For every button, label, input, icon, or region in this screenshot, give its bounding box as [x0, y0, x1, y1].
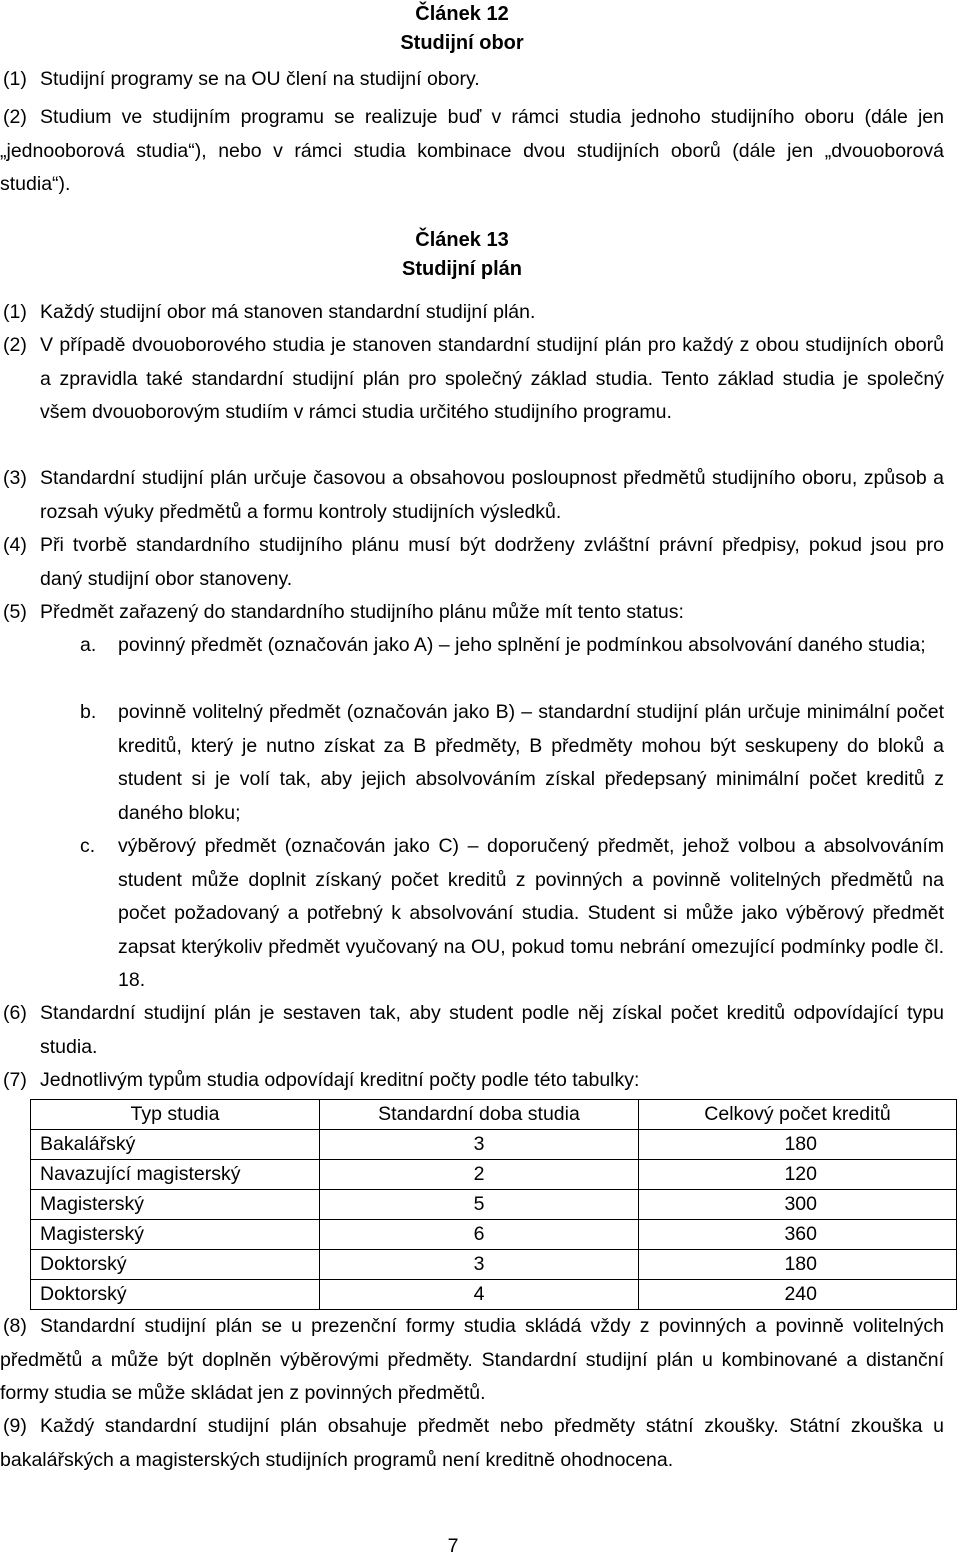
article-12-paragraph-2: [0, 101, 944, 202]
paragraph-number: (8): [3, 1315, 27, 1337]
table-cell: 180: [639, 1250, 957, 1280]
paragraph-number: (7): [3, 1069, 27, 1091]
paragraph-number: (2): [3, 334, 27, 356]
table-cell: 360: [639, 1220, 957, 1250]
article-13-paragraph-8: [0, 1310, 944, 1411]
status-item-b: [0, 696, 944, 830]
paragraph-text: Každý studijní obor má stanoven standardní studijní plán.: [40, 301, 536, 323]
article-13-paragraph-3: [0, 462, 944, 529]
column-header: Typ studia: [31, 1100, 320, 1130]
status-item-label: c.: [80, 835, 96, 857]
table-cell: 6: [320, 1220, 639, 1250]
article-13-paragraph-4: [0, 529, 944, 596]
paragraph-text: Studium ve studijním programu se realizuje buď v rámci studia jednoho studijního oboru (dále jen „jednooborová studia“), nebo v rámci studia kombinace dvou studijních oborů (dále jen „dvouoborová studia“).: [0, 106, 944, 195]
table-row: [31, 1250, 957, 1280]
article-12-subtitle: Studijní obor: [400, 32, 524, 54]
article-13-paragraph-9: [0, 1410, 944, 1477]
paragraph-text: V případě dvouoborového studia je stanoven standardní studijní plán pro každý z obou studijních oborů a zpravidla také standardní studijní plán pro společný základ studia. Tento základ studia je společný všem dvouoborovým studiím v rámci studia určitého studijního programu.: [40, 334, 944, 423]
table-cell: 3: [320, 1130, 639, 1160]
article-13-subtitle: Studijní plán: [402, 258, 522, 280]
paragraph-text: Standardní studijní plán určuje časovou a obsahovou posloupnost předmětů studijního oboru, způsob a rozsah výuky předmětů a formu kontroly studijních výsledků.: [40, 467, 944, 523]
paragraph-number: (9): [3, 1415, 27, 1437]
paragraph-text: Standardní studijní plán se u prezenční formy studia skládá vždy z povinných a povinně volitelných předmětů a může být doplněn výběrovými předměty. Standardní studijní plán u kombinované a distanční formy studia se může skládat jen z povinných předmětů.: [0, 1315, 944, 1404]
paragraph-number: (6): [3, 1002, 27, 1024]
table-header-row: [31, 1100, 957, 1130]
paragraph-number: (1): [3, 301, 27, 323]
status-item-text: povinný předmět (označován jako A) – jeho splnění je podmínkou absolvování daného studia;: [118, 634, 926, 656]
table-row: [31, 1280, 957, 1310]
paragraph-text: Studijní programy se na OU člení na studijní obory.: [40, 68, 480, 90]
article-13-paragraph-1: [0, 296, 944, 330]
table-cell: Bakalářský: [31, 1130, 320, 1160]
status-item-text: výběrový předmět (označován jako C) – doporučený předmět, jehož volbou a absolvováním student může doplnit získaný počet kreditů z povinných a povinně volitelných předmětů na počet požadovaný a potřebný k absolvování studia. Student si může jako výběrový předmět zapsat kterýkoliv předmět vyučovaný na OU, pokud tomu nebrání omezující podmínky podle čl. 18.: [118, 835, 944, 991]
table-cell: 120: [639, 1160, 957, 1190]
article-12-paragraph-1: [0, 63, 944, 97]
table-cell: 180: [639, 1130, 957, 1160]
table-cell: Navazující magisterský: [31, 1160, 320, 1190]
table-cell: 2: [320, 1160, 639, 1190]
paragraph-number: (3): [3, 467, 27, 489]
table-cell: 4: [320, 1280, 639, 1310]
paragraph-text: Každý standardní studijní plán obsahuje předmět nebo předměty státní zkoušky. Státní zkouška u bakalářských a magisterských studijních programů není kreditně ohodnocena.: [0, 1415, 944, 1471]
table-cell: 5: [320, 1190, 639, 1220]
paragraph-text: Jednotlivým typům studia odpovídají kreditní počty podle této tabulky:: [40, 1069, 640, 1091]
article-13-paragraph-6: [0, 997, 944, 1064]
paragraph-text: Při tvorbě standardního studijního plánu musí být dodrženy zvláštní právní předpisy, pokud jsou pro daný studijní obor stanoveny.: [40, 534, 944, 590]
table-row: [31, 1160, 957, 1190]
paragraph-text: Standardní studijní plán je sestaven tak, aby student podle něj získal počet kreditů odpovídající typu studia.: [40, 1002, 944, 1058]
column-header: Celkový počet kreditů: [639, 1100, 957, 1130]
paragraph-number: (5): [3, 601, 27, 623]
paragraph-number: (4): [3, 534, 27, 556]
table-cell: 3: [320, 1250, 639, 1280]
paragraph-text: Předmět zařazený do standardního studijního plánu může mít tento status:: [40, 601, 684, 623]
table-cell: 300: [639, 1190, 957, 1220]
status-item-label: a.: [80, 634, 97, 656]
article-13-heading: [0, 226, 924, 284]
status-item-a: [0, 629, 944, 663]
article-13-title: Článek 13: [415, 229, 509, 251]
article-13-paragraph-5: [0, 596, 944, 630]
table-row: [31, 1190, 957, 1220]
article-13-paragraph-2: [0, 329, 944, 430]
table-row: [31, 1130, 957, 1160]
table-cell: 240: [639, 1280, 957, 1310]
table-cell: Doktorský: [31, 1250, 320, 1280]
table-cell: Magisterský: [31, 1220, 320, 1250]
credits-table: [30, 1099, 957, 1310]
table-cell: Magisterský: [31, 1190, 320, 1220]
status-item-text: povinně volitelný předmět (označován jako B) – standardní studijní plán určuje minimální počet kreditů, který je nutno získat za B předměty, B předměty mohou být seskupeny do bloků a student si je volí tak, aby jejich absolvováním získal předepsaný minimální počet kreditů z daného bloku;: [118, 701, 944, 824]
page-number: 7: [447, 1535, 459, 1557]
status-item-c: [0, 830, 944, 998]
table-cell: Doktorský: [31, 1280, 320, 1310]
column-header: Standardní doba studia: [320, 1100, 639, 1130]
article-12-heading: [0, 0, 924, 58]
paragraph-number: (2): [3, 106, 27, 128]
table-row: [31, 1220, 957, 1250]
article-12-title: Článek 12: [415, 3, 509, 25]
status-item-label: b.: [80, 701, 97, 723]
article-13-paragraph-7: [0, 1064, 944, 1098]
paragraph-number: (1): [3, 68, 27, 90]
